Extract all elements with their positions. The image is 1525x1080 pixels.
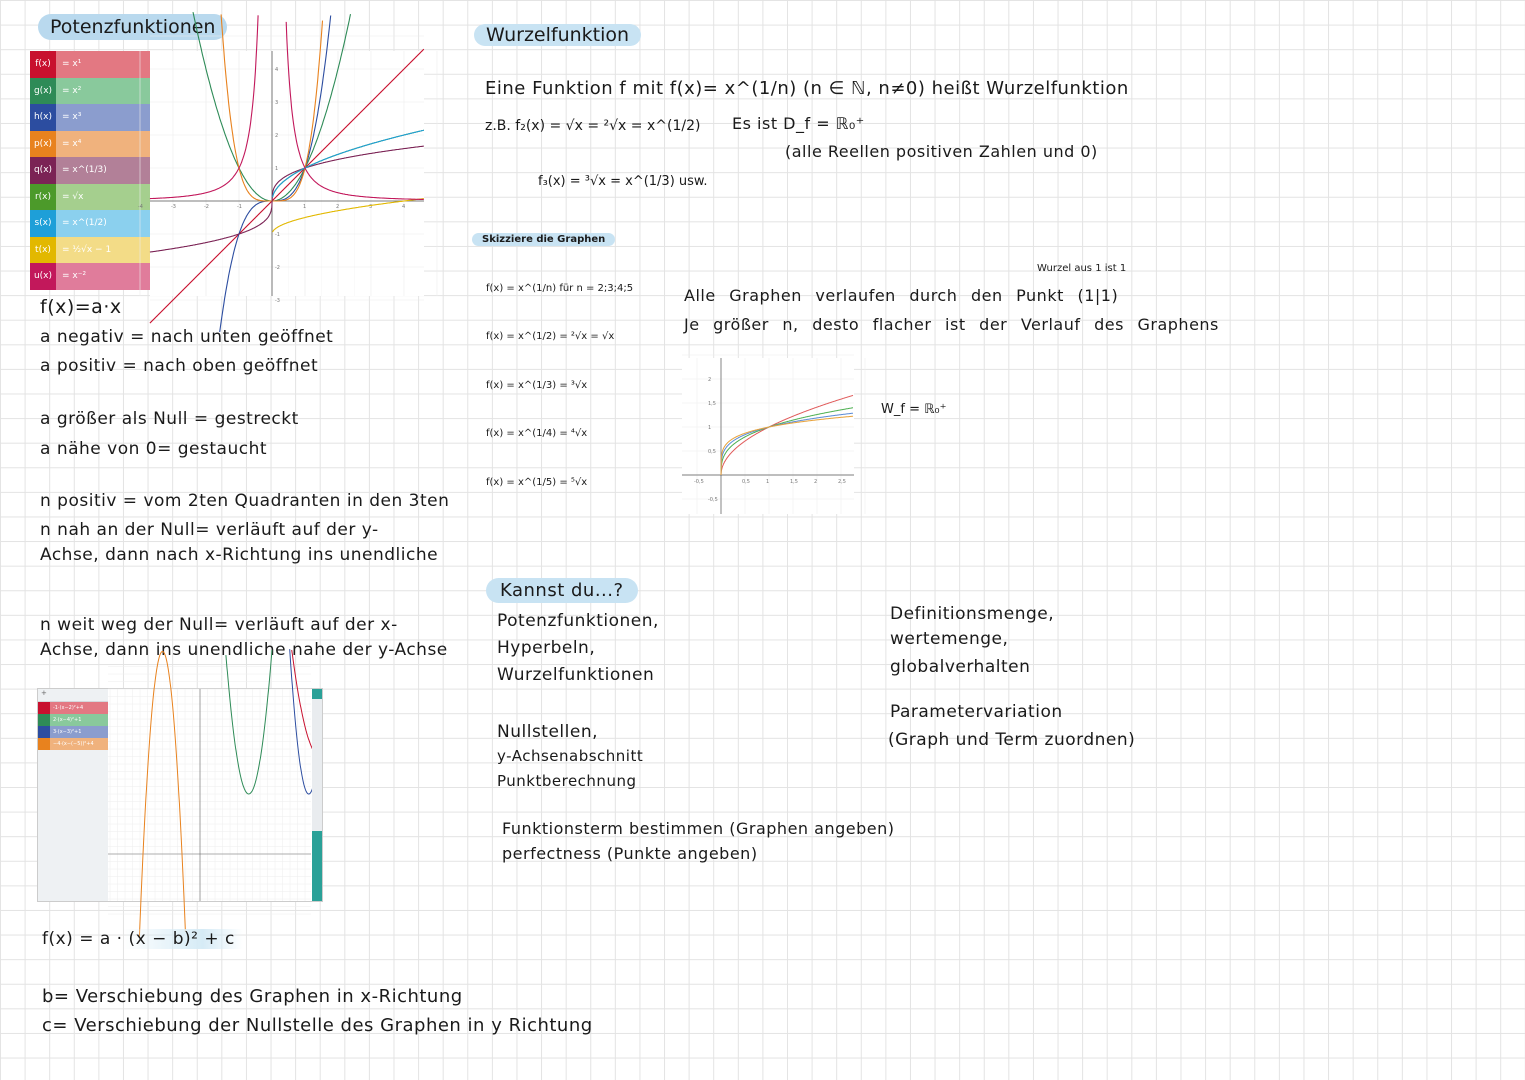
- statement-flatter: Je größer n, desto flacher ist der Verlauf des Graphens: [684, 315, 1219, 334]
- root-note: Wurzel aus 1 ist 1: [1037, 263, 1127, 274]
- calculator-side-panel: [312, 689, 322, 901]
- tick-label: -3: [171, 204, 176, 210]
- note-a-groesser: a größer als Null = gestreckt: [40, 409, 299, 429]
- skill-globalverhalten: globalverhalten: [890, 657, 1031, 677]
- calculator-expression: -1·(x−2)²+4: [50, 702, 108, 714]
- tick-label: 4: [402, 204, 406, 210]
- tick-label: 1: [766, 479, 770, 485]
- calculator-toolbar: +: [38, 689, 108, 702]
- calculator-function-list: [38, 689, 108, 901]
- legend-label: h(x): [30, 104, 56, 131]
- calculator-expression: 3·(x−3)²+1: [50, 726, 108, 738]
- tick-label: 1: [303, 204, 307, 210]
- legend-row: [30, 210, 150, 237]
- legend-label: p(x): [30, 131, 56, 158]
- domain-text: Es ist D_f = ℝ₀⁺: [732, 114, 865, 133]
- tick-label: 2: [275, 133, 279, 139]
- note-a-naehe: a nähe von 0= gestaucht: [40, 439, 268, 459]
- tick-label: 0,5: [742, 479, 750, 485]
- tick-label: 1: [275, 166, 279, 172]
- domain-note: (alle Reellen positiven Zahlen und 0): [785, 142, 1098, 161]
- tick-label: 1,5: [790, 479, 798, 485]
- sketch-item-n3: f(x) = x^(1/3) = ³√x: [486, 380, 588, 391]
- legend-label: r(x): [30, 184, 56, 211]
- tick-label: 4: [275, 67, 279, 73]
- skill-wurzelfunktionen: Wurzelfunktionen: [497, 665, 655, 685]
- skill-definitionsmenge: Definitionsmenge,: [890, 604, 1055, 624]
- legend-expression: = x²: [56, 78, 150, 105]
- heading-wurzelfunktion: Wurzelfunktion: [474, 24, 641, 46]
- tick-label: -0,5: [694, 479, 704, 485]
- tick-label: -2: [275, 265, 280, 271]
- sketch-label: Skizziere die Graphen: [472, 233, 615, 246]
- note-a-positiv: a positiv = nach oben geöffnet: [40, 356, 319, 376]
- legend-label: f(x): [30, 51, 56, 78]
- sketch-item-n4: f(x) = x^(1/4) = ⁴√x: [486, 428, 588, 439]
- note-n-weit-cont: Achse, dann ins unendliche nahe der y-Achse: [40, 640, 448, 660]
- tick-label: 2: [336, 204, 340, 210]
- tick-label: -0,5: [708, 497, 718, 503]
- tick-label: -1: [275, 232, 280, 238]
- note-n-nah: n nah an der Null= verläuft auf der y-: [40, 520, 379, 540]
- example-square-root: z.B. f₂(x) = √x = ²√x = x^(1/2): [485, 118, 701, 134]
- tick-label: 2,5: [838, 479, 846, 485]
- skill-graph-term: (Graph und Term zuordnen): [888, 730, 1136, 750]
- function-legend: [30, 51, 150, 290]
- note-a-negativ: a negativ = nach unten geöffnet: [40, 327, 334, 347]
- tick-label: 2: [814, 479, 818, 485]
- tick-label: 2: [708, 377, 712, 383]
- calculator-expression: −4·(x−(−5))²+4: [50, 738, 108, 750]
- legend-row: [30, 184, 150, 211]
- definition-wurzelfunktion: Eine Funktion f mit f(x)= x^(1/n) (n ∈ ℕ, n≠0) heißt Wurzelfunktion: [485, 78, 1129, 99]
- skill-nullstellen: Nullstellen,: [497, 722, 599, 742]
- tick-label: 0,5: [708, 449, 716, 455]
- legend-label: t(x): [30, 237, 56, 264]
- heading-kannst-du: Kannst du...?: [486, 578, 638, 603]
- tick-label: -1: [237, 204, 242, 210]
- power-function-graph: [138, 51, 424, 304]
- tick-label: -3: [275, 298, 280, 304]
- skill-perfectness: perfectness (Punkte angeben): [502, 844, 758, 863]
- legend-expression: = x^(1/3): [56, 157, 150, 184]
- tick-label: 1,5: [708, 401, 716, 407]
- legend-expression: = x¹: [56, 51, 150, 78]
- legend-row: [30, 263, 150, 290]
- formula-vertex-form: f(x) = a · (x − b)² + c: [42, 929, 243, 949]
- legend-expression: = x^(1/2): [56, 210, 150, 237]
- skill-wertemenge: wertemenge,: [890, 629, 1009, 649]
- heading-potenzfunktionen: Potenzfunktionen: [38, 14, 227, 40]
- legend-label: g(x): [30, 78, 56, 105]
- note-b-shift: b= Verschiebung des Graphen in x-Richtung: [42, 986, 463, 1007]
- skill-parametervariation: Parametervariation: [890, 702, 1063, 722]
- legend-expression: = √x: [56, 184, 150, 211]
- parabola-curve: [226, 650, 272, 794]
- tick-label: 1: [708, 425, 712, 431]
- statement-point-1-1: Alle Graphen verlaufen durch den Punkt (1|1): [684, 286, 1119, 305]
- calculator-function-row: [38, 702, 108, 714]
- legend-expression: = x⁻²: [56, 263, 150, 290]
- parabola-curve: [290, 649, 313, 794]
- root-function-graph: [682, 358, 854, 514]
- graphing-calculator-screenshot: [37, 688, 323, 902]
- calculator-expression: 2·(x−4)²+1: [50, 714, 108, 726]
- legend-label: u(x): [30, 263, 56, 290]
- skill-funktionsterm: Funktionsterm bestimmen (Graphen angeben): [502, 819, 895, 838]
- legend-row: [30, 78, 150, 105]
- legend-label: q(x): [30, 157, 56, 184]
- note-n-nah-cont: Achse, dann nach x-Richtung ins unendliche: [40, 545, 439, 565]
- note-c-shift: c= Verschiebung der Nullstelle des Graphen in y Richtung: [42, 1015, 593, 1036]
- sketch-item-n2: f(x) = x^(1/2) = ²√x = √x: [486, 331, 615, 342]
- sketch-item-general: f(x) = x^(1/n) für n = 2;3;4;5: [486, 283, 634, 294]
- tick-label: -4: [138, 204, 143, 210]
- legend-expression: = x⁴: [56, 131, 150, 158]
- legend-label: s(x): [30, 210, 56, 237]
- legend-row: [30, 131, 150, 158]
- legend-row: [30, 51, 150, 78]
- parabola-graph: [108, 689, 311, 901]
- sketch-item-n5: f(x) = x^(1/5) = ⁵√x: [486, 477, 588, 488]
- legend-expression: = ½√x − 1: [56, 237, 150, 264]
- note-n-positiv: n positiv = vom 2ten Quadranten in den 3ten: [40, 491, 450, 511]
- skill-hyperbeln: Hyperbeln,: [497, 638, 596, 658]
- example-cube-root: f₃(x) = ³√x = x^(1/3) usw.: [538, 174, 708, 189]
- skill-y-achsenabschnitt: y-Achsenabschnitt: [497, 747, 644, 765]
- legend-expression: = x³: [56, 104, 150, 131]
- skill-punktberechnung: Punktberechnung: [497, 772, 637, 790]
- legend-row: [30, 157, 150, 184]
- calculator-function-row: [38, 726, 108, 738]
- calculator-function-row: [38, 738, 108, 750]
- tick-label: -2: [204, 204, 209, 210]
- skill-potenzfunktionen: Potenzfunktionen,: [497, 611, 659, 631]
- range-text: W_f = ℝ₀⁺: [881, 402, 947, 417]
- calculator-function-row: [38, 714, 108, 726]
- legend-row: [30, 237, 150, 264]
- formula-linear: f(x)=a·x: [40, 296, 122, 318]
- tick-label: 3: [369, 204, 373, 210]
- note-n-weit: n weit weg der Null= verläuft auf der x-: [40, 615, 398, 635]
- legend-row: [30, 104, 150, 131]
- tick-label: 3: [275, 100, 279, 106]
